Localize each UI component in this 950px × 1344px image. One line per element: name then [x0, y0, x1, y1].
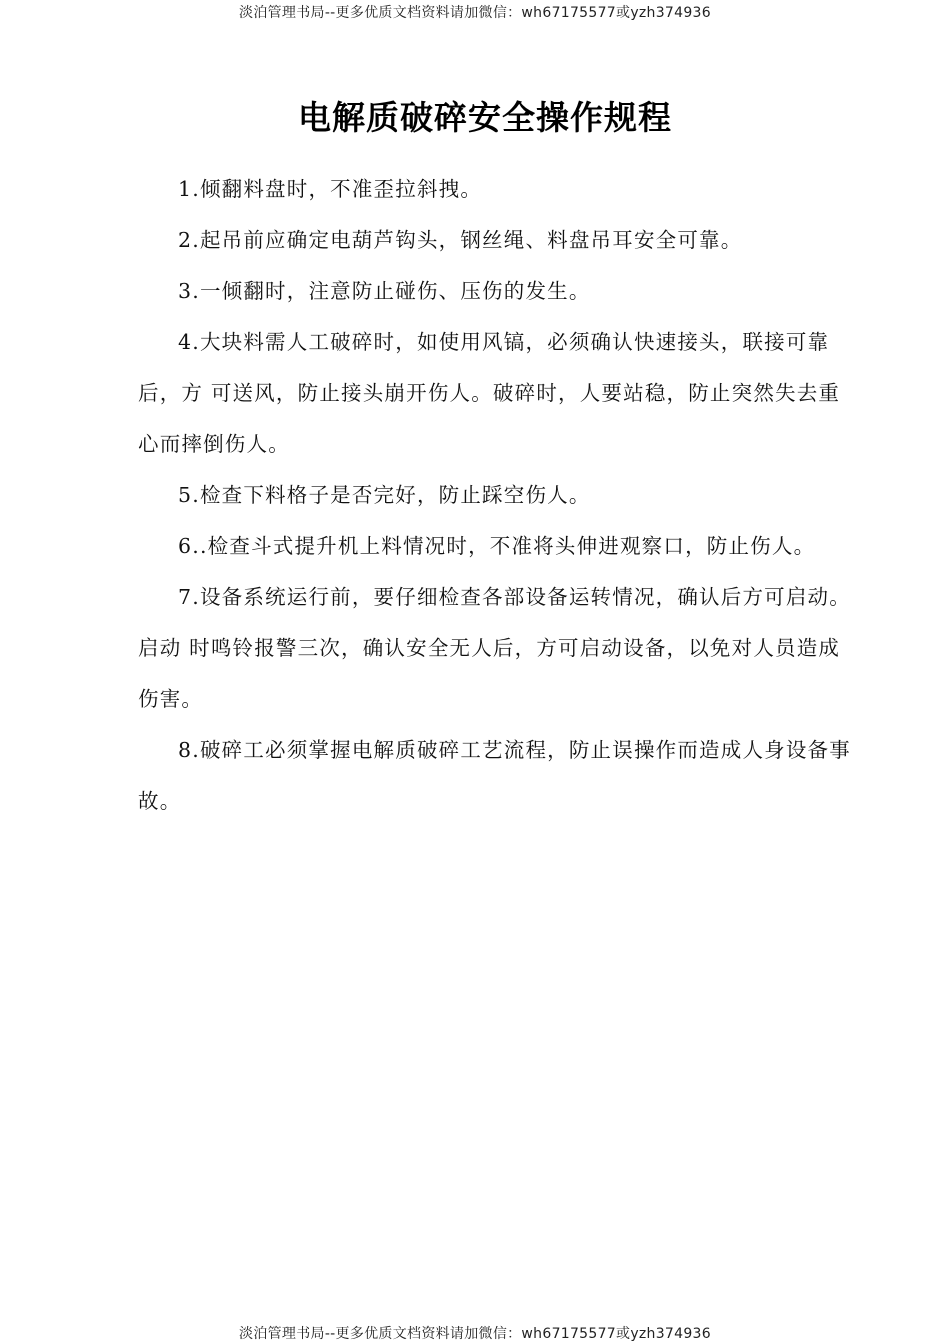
paragraph-7: 7.设备系统运行前，要仔细检查各部设备运转情况，确认后方可启动。启动 时鸣铃报警三次，确认安全无人后，方可启动设备，以免对人员造成伤害。: [138, 585, 851, 711]
document-body: [138, 164, 856, 827]
page-header: 淡泊管理书局--更多优质文档资料请加微信：wh67175577或yzh374936: [239, 5, 711, 21]
paragraph-1: 1.倾翻料盘时，不准歪拉斜拽。: [178, 177, 483, 201]
document-title: 电解质破碎安全操作规程: [298, 98, 672, 137]
page-footer: 淡泊管理书局--更多优质文档资料请加微信：wh67175577或yzh374936: [239, 1326, 711, 1342]
paragraph-8: 8.破碎工必须掌握电解质破碎工艺流程，防止误操作而造成人身设备事故。: [138, 738, 851, 813]
paragraph-2: 2.起吊前应确定电葫芦钩头，钢丝绳、料盘吊耳安全可靠。: [178, 228, 743, 252]
paragraph-4: 4.大块料需人工破碎时，如使用风镐，必须确认快速接头，联接可靠后，方 可送风，防止接头崩开伤人。破碎时，人要站稳，防止突然失去重心而摔倒伤人。: [138, 330, 841, 456]
paragraph-5: 5.检查下料格子是否完好，防止踩空伤人。: [178, 483, 591, 507]
paragraph-3: 3.一倾翻时，注意防止碰伤、压伤的发生。: [178, 279, 591, 303]
paragraph-6: 6..检查斗式提升机上料情况时，不准将头伸进观察口，防止伤人。: [178, 534, 816, 558]
